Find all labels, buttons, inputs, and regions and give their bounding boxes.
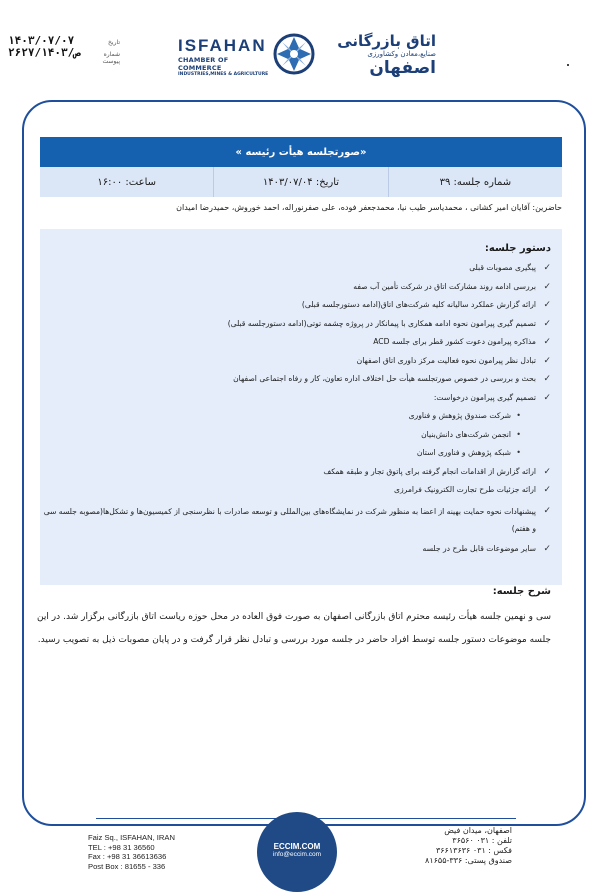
- logo-fa-line1: اتاق بازرگانی: [337, 32, 436, 50]
- agenda-item: [41, 484, 551, 496]
- agenda-item: [41, 336, 551, 348]
- agenda-item: [41, 392, 551, 404]
- checkmark-icon: ✓: [543, 505, 551, 516]
- agenda-item: [41, 543, 551, 555]
- checkmark-icon: ✓: [543, 263, 551, 273]
- checkmark-icon: ✓: [543, 392, 551, 403]
- footer-en-tel: TEL : +98 31 36560: [88, 842, 155, 852]
- session-info-row: [40, 167, 562, 197]
- session-number: شماره جلسه: ۳۹: [388, 167, 562, 197]
- session-time: ساعت: ۱۶:۰۰: [97, 176, 156, 188]
- checkmark-icon: ✓: [543, 374, 551, 384]
- date-row: [8, 34, 120, 46]
- footer-fa-address: اصفهان، میدان فیض: [444, 826, 512, 835]
- chamber-logo-icon: [272, 32, 316, 76]
- checkmark-icon: ✓: [543, 281, 551, 292]
- number-value: ۲۶۲۷/ص/۱۴۰۳: [8, 46, 81, 59]
- agenda-list: [41, 262, 551, 562]
- agenda-item-text: تبادل نظر پیرامون نحوه فعالیت مرکز داوری اتاق اصفهان: [356, 355, 536, 365]
- agenda-item-text: ارائه گزارش عملکرد سالیانه کلیه شرکت‌های اتاق(ادامه دستورجلسه قبلی): [301, 300, 536, 309]
- agenda-item-text: تصمیم گیری پیرامون نحوه ادامه همکاری با پیمانکار در پروژه چشمه توتی(ادامه دستورجلسه قبلی): [227, 318, 536, 328]
- agenda-item: [41, 299, 551, 311]
- agenda-item-text: سایر موضوعات قابل طرح در جلسه: [422, 544, 536, 553]
- agenda-subitem: [41, 410, 521, 422]
- footer-website[interactable]: ECCIM.COM: [273, 842, 321, 851]
- agenda-item: [41, 262, 551, 274]
- bullet-icon: •: [516, 411, 521, 420]
- logo-fa-line2: صنایع،معادن وکشاورزی: [367, 50, 436, 58]
- checkmark-icon: ✓: [543, 337, 551, 347]
- footer-web: [257, 842, 337, 858]
- footer-en-address: Faiz Sq., ISFAHAN, IRAN: [88, 833, 175, 842]
- agenda-item-text: ارائه گزارش از اقدامات انجام گرفته برای پاتوق تجار و طبقه همکف: [323, 466, 536, 476]
- logo-persian: [322, 32, 436, 78]
- summary-text: سی و نهمین جلسه هیأت رئیسه محترم اتاق بازرگانی اصفهان به صورت فوق العاده در محل حوزه ریاست اتاق بازرگانی برگزار شد. در این جلسه موضوعات دستور جلسه توسط افراد حاضر در جلسه مورد بررسی و تبادل نظر قرار گرفت و در پایان مصوبات ذیل به تصویب رسید.: [37, 612, 551, 645]
- logo-en-line1: CHAMBER OF COMMERCE: [178, 56, 229, 72]
- agenda-item: [41, 355, 551, 367]
- agenda-item-text: پیگیری مصوبات قبلی: [469, 263, 536, 272]
- logo-english: [178, 36, 270, 77]
- agenda-item-text: شبکه پژوهش و فناوری استان: [416, 448, 511, 457]
- agenda-subitem: [41, 447, 521, 459]
- agenda-item: [41, 466, 551, 478]
- agenda-item: [41, 281, 551, 293]
- checkmark-icon: ✓: [543, 300, 551, 310]
- letter-meta: [8, 34, 120, 70]
- footer-en-fax: Fax : +98 31 36613636: [88, 852, 167, 861]
- checkmark-icon: ✓: [543, 318, 551, 329]
- agenda-item: [41, 503, 551, 537]
- agenda-item: [41, 318, 551, 330]
- bullet-icon: •: [516, 448, 521, 457]
- footer-persian: [402, 826, 512, 866]
- agenda-item-text: پیشنهادات نحوه حمایت بهینه از اعضا به منظور شرکت در نمایشگاه‌های بین‌المللی و توسعه صادرات با نظرسنجی از کمیسیون‌ها و تشکل‌ها(مصوبه جلسه سی و هفتم): [43, 506, 536, 533]
- session-date: تاریخ: ۱۴۰۳/۰۷/۰۴: [213, 167, 387, 197]
- logo-en-title: ISFAHAN: [178, 36, 267, 55]
- footer-fa-fax: فکس : ۰۳۱ ۳۶۶۱۳۶۳۶: [435, 846, 512, 855]
- minutes-title: «صورتجلسه هیأت رئیسه »: [40, 137, 562, 167]
- bullet-icon: •: [516, 429, 521, 439]
- footer-email[interactable]: info@eccim.com: [272, 851, 322, 858]
- summary-title: شرح جلسه:: [492, 586, 551, 597]
- agenda-item-text: ارائه جزئیات طرح تجارت الکترونیک فرامرزی: [394, 485, 536, 494]
- agenda-item-text: مذاکره پیرامون دعوت کشور قطر برای جلسه ACD: [373, 337, 536, 346]
- footer-fa-tel: تلفن : ۰۳۱ ۳۶۵۶۰: [452, 836, 512, 845]
- agenda-title: دستور جلسه:: [484, 243, 551, 254]
- agenda-item-text: بحث و بررسی در خصوص صورتجلسه هیأت حل اختلاف اداره تعاون، کار و رفاه اجتماعی اصفهان: [233, 374, 536, 383]
- logo-fa-line3: اصفهان: [369, 58, 436, 78]
- footer-en-pobox: Post Box : 81655 - 336: [88, 861, 166, 871]
- agenda-item: [41, 373, 551, 385]
- date-value: ۱۴۰۳/۰۷/۰۷: [8, 34, 75, 47]
- agenda-item-text: انجمن شرکت‌های دانش‌بنیان: [421, 429, 511, 439]
- attachment-label: پیوست: [102, 58, 120, 65]
- attendees: حاضرین: آقایان امیر کشانی ، محمدیاسر طیب نیا، محمدجعفر فوده، علی صفرنوراله، احمد خوروش، حمیدرضا امیدان: [176, 203, 562, 212]
- number-label: شماره: [103, 51, 120, 58]
- checkmark-icon: ✓: [543, 466, 551, 477]
- checkmark-icon: ✓: [543, 355, 551, 366]
- agenda-subitem: [41, 429, 521, 441]
- footer-english: [88, 833, 198, 871]
- attachment-row: [8, 58, 120, 70]
- agenda-item-text: شرکت صندوق پژوهش و فناوری: [408, 411, 511, 420]
- logo-en-line2: INDUSTRIES,MINES & AGRICULTURE: [178, 72, 269, 77]
- checkmark-icon: ✓: [543, 544, 551, 554]
- agenda-item-text: بررسی ادامه روند مشارکت اتاق در شرکت تأمین آب صفه: [353, 281, 536, 291]
- margin-dot: [567, 64, 569, 66]
- footer-fa-pobox: صندوق پستی: ۳۳۶-۸۱۶۵۵: [425, 856, 512, 865]
- number-row: [8, 46, 120, 58]
- agenda-item-text: تصمیم گیری پیرامون درخواست:: [433, 392, 536, 402]
- checkmark-icon: ✓: [543, 485, 551, 495]
- date-label: تاریخ: [108, 39, 120, 46]
